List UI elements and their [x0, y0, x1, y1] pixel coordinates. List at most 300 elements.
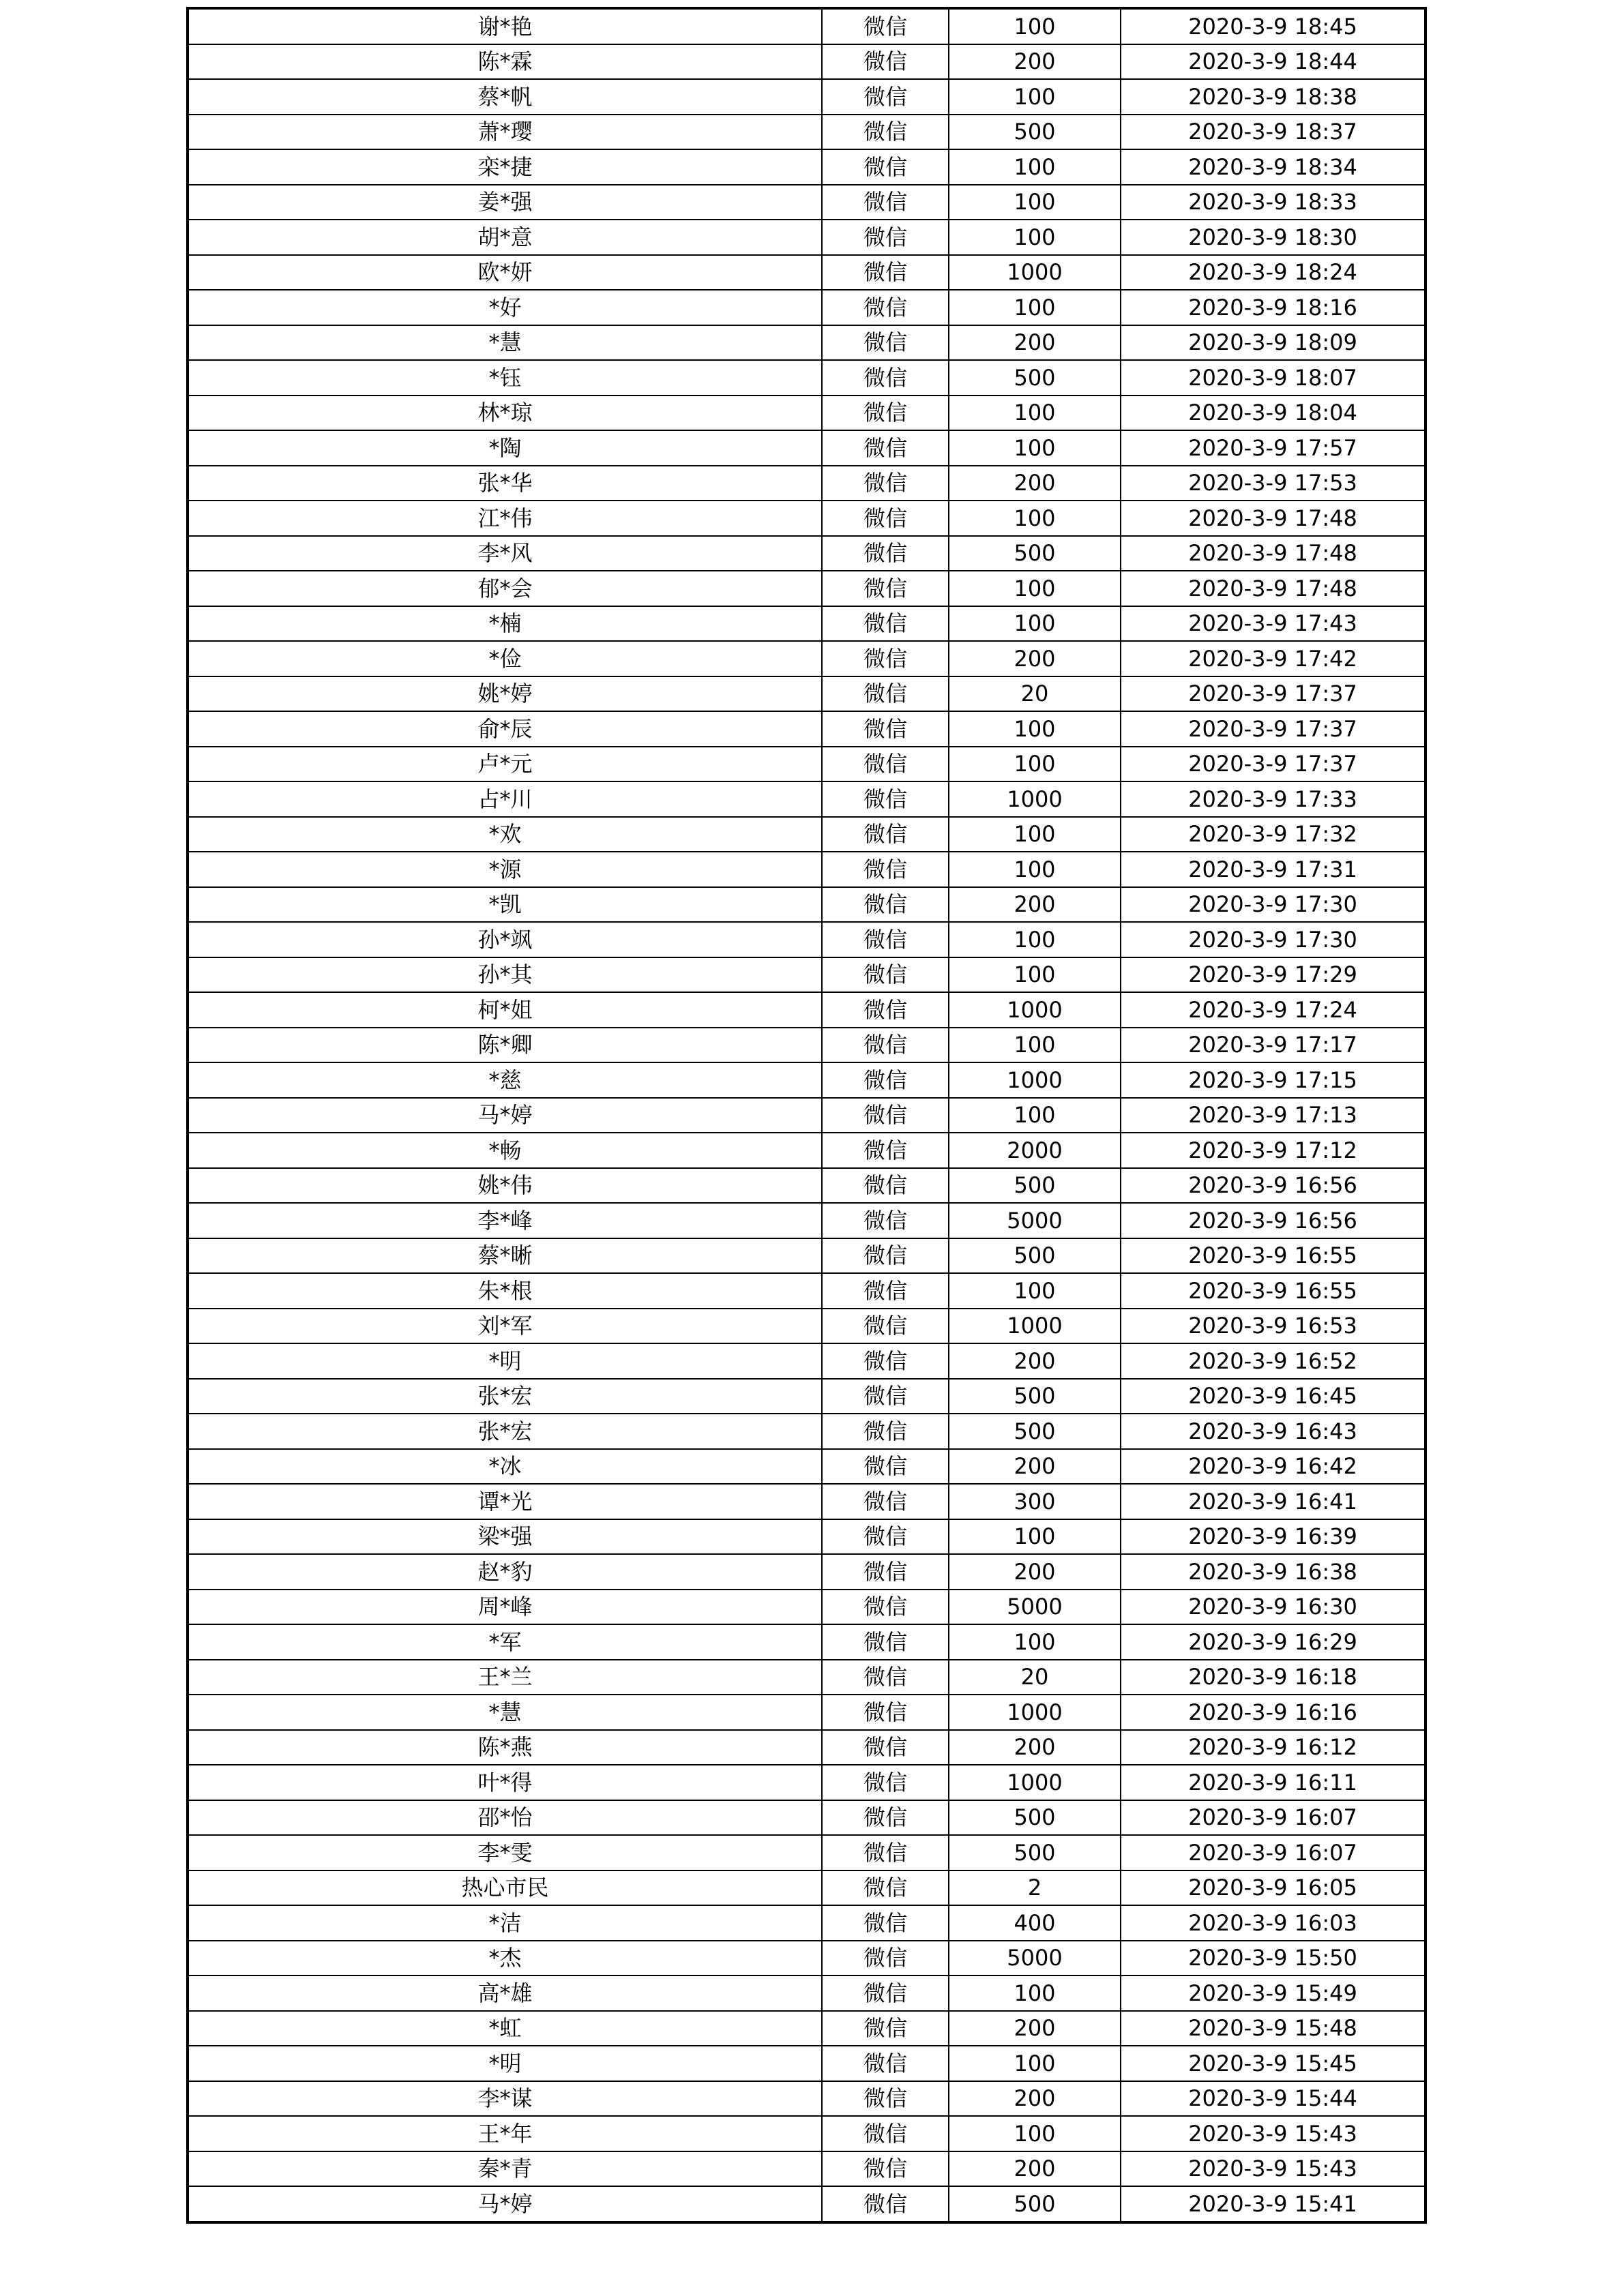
table-row: [188, 1203, 1426, 1238]
amount-cell: 1000: [949, 1765, 1121, 1800]
amount-cell: 100: [949, 290, 1121, 325]
table-row: [188, 1870, 1426, 1906]
table-row: [188, 1730, 1426, 1765]
table-row: [188, 1098, 1426, 1133]
table-row: [188, 220, 1426, 255]
amount-cell: 5000: [949, 1590, 1121, 1625]
amount-cell: 200: [949, 466, 1121, 501]
amount-cell: 500: [949, 2186, 1121, 2222]
table-row: [188, 957, 1426, 993]
amount-cell: 100: [949, 79, 1121, 115]
amount-cell: 1000: [949, 1062, 1121, 1098]
payment-channel-cell: 微信: [822, 1414, 949, 1449]
timestamp-cell: 2020-3-9 16:53: [1121, 1309, 1426, 1344]
timestamp-cell: 2020-3-9 15:41: [1121, 2186, 1426, 2222]
payment-channel-cell: 微信: [822, 115, 949, 150]
amount-cell: 200: [949, 1554, 1121, 1590]
payment-channel-cell: 微信: [822, 1976, 949, 2011]
table-row: [188, 536, 1426, 571]
payment-channel-cell: 微信: [822, 711, 949, 747]
timestamp-cell: 2020-3-9 17:24: [1121, 992, 1426, 1028]
table-row: [188, 2081, 1426, 2117]
amount-cell: 1000: [949, 1695, 1121, 1730]
amount-cell: 500: [949, 1414, 1121, 1449]
payment-channel-cell: 微信: [822, 1905, 949, 1941]
amount-cell: 500: [949, 536, 1121, 571]
table-row: [188, 571, 1426, 606]
donor-name-cell: *陶: [188, 430, 822, 466]
donor-name-cell: 胡*意: [188, 220, 822, 255]
table-row: [188, 2186, 1426, 2222]
timestamp-cell: 2020-3-9 17:32: [1121, 817, 1426, 852]
timestamp-cell: 2020-3-9 17:33: [1121, 781, 1426, 817]
payment-channel-cell: 微信: [822, 1870, 949, 1906]
table-row: [188, 115, 1426, 150]
timestamp-cell: 2020-3-9 15:45: [1121, 2046, 1426, 2081]
amount-cell: 2: [949, 1870, 1121, 1906]
timestamp-cell: 2020-3-9 15:43: [1121, 2151, 1426, 2187]
donor-name-cell: *杰: [188, 1941, 822, 1976]
table-row: [188, 1449, 1426, 1485]
timestamp-cell: 2020-3-9 18:38: [1121, 79, 1426, 115]
donor-name-cell: 蔡*晰: [188, 1238, 822, 1274]
payment-channel-cell: 微信: [822, 1062, 949, 1098]
amount-cell: 100: [949, 606, 1121, 642]
donor-name-cell: 卢*元: [188, 747, 822, 782]
amount-cell: 1000: [949, 781, 1121, 817]
timestamp-cell: 2020-3-9 17:37: [1121, 676, 1426, 712]
timestamp-cell: 2020-3-9 16:39: [1121, 1519, 1426, 1555]
table-row: [188, 185, 1426, 220]
donor-name-cell: 张*宏: [188, 1379, 822, 1414]
donor-name-cell: *畅: [188, 1133, 822, 1168]
timestamp-cell: 2020-3-9 17:48: [1121, 536, 1426, 571]
payment-channel-cell: 微信: [822, 1273, 949, 1309]
table-row: [188, 1660, 1426, 1695]
payment-channel-cell: 微信: [822, 290, 949, 325]
table-row: [188, 1765, 1426, 1800]
timestamp-cell: 2020-3-9 17:12: [1121, 1133, 1426, 1168]
table-row: [188, 852, 1426, 887]
timestamp-cell: 2020-3-9 16:55: [1121, 1238, 1426, 1274]
payment-channel-cell: 微信: [822, 325, 949, 361]
payment-channel-cell: 微信: [822, 2186, 949, 2222]
timestamp-cell: 2020-3-9 17:29: [1121, 957, 1426, 993]
table-row: [188, 79, 1426, 115]
timestamp-cell: 2020-3-9 15:49: [1121, 1976, 1426, 2011]
payment-channel-cell: 微信: [822, 1590, 949, 1625]
table-row: [188, 501, 1426, 536]
donor-name-cell: 陈*燕: [188, 1730, 822, 1765]
table-row: [188, 149, 1426, 185]
amount-cell: 2000: [949, 1133, 1121, 1168]
payment-channel-cell: 微信: [822, 149, 949, 185]
payment-channel-cell: 微信: [822, 992, 949, 1028]
amount-cell: 100: [949, 396, 1121, 431]
donor-name-cell: 谭*光: [188, 1484, 822, 1519]
donor-name-cell: 秦*青: [188, 2151, 822, 2187]
timestamp-cell: 2020-3-9 18:09: [1121, 325, 1426, 361]
amount-cell: 200: [949, 1449, 1121, 1485]
donor-name-cell: 栾*捷: [188, 149, 822, 185]
table-row: [188, 1695, 1426, 1730]
timestamp-cell: 2020-3-9 17:42: [1121, 641, 1426, 676]
table-row: [188, 466, 1426, 501]
table-row: [188, 1168, 1426, 1204]
table-row: [188, 747, 1426, 782]
amount-cell: 100: [949, 747, 1121, 782]
table-row: [188, 1519, 1426, 1555]
table-row: [188, 44, 1426, 80]
table-row: [188, 1309, 1426, 1344]
payment-channel-cell: 微信: [822, 1203, 949, 1238]
payment-channel-cell: 微信: [822, 501, 949, 536]
table-row: [188, 1238, 1426, 1274]
table-row: [188, 1800, 1426, 1836]
table-row: [188, 1379, 1426, 1414]
donor-name-cell: 孙*其: [188, 957, 822, 993]
timestamp-cell: 2020-3-9 17:15: [1121, 1062, 1426, 1098]
table-row: [188, 1905, 1426, 1941]
amount-cell: 500: [949, 360, 1121, 396]
amount-cell: 200: [949, 2151, 1121, 2187]
table-row: [188, 1343, 1426, 1379]
payment-channel-cell: 微信: [822, 957, 949, 993]
timestamp-cell: 2020-3-9 18:45: [1121, 8, 1426, 44]
amount-cell: 500: [949, 1835, 1121, 1870]
amount-cell: 100: [949, 711, 1121, 747]
timestamp-cell: 2020-3-9 16:05: [1121, 1870, 1426, 1906]
amount-cell: 500: [949, 1238, 1121, 1274]
timestamp-cell: 2020-3-9 18:24: [1121, 255, 1426, 290]
payment-channel-cell: 微信: [822, 852, 949, 887]
table-row: [188, 1062, 1426, 1098]
table-row: [188, 2011, 1426, 2046]
timestamp-cell: 2020-3-9 17:13: [1121, 1098, 1426, 1133]
donor-name-cell: *钰: [188, 360, 822, 396]
timestamp-cell: 2020-3-9 18:16: [1121, 290, 1426, 325]
table-row: [188, 1133, 1426, 1168]
payment-channel-cell: 微信: [822, 1098, 949, 1133]
amount-cell: 200: [949, 325, 1121, 361]
timestamp-cell: 2020-3-9 16:41: [1121, 1484, 1426, 1519]
table-row: [188, 255, 1426, 290]
payment-channel-cell: 微信: [822, 2046, 949, 2081]
timestamp-cell: 2020-3-9 18:04: [1121, 396, 1426, 431]
timestamp-cell: 2020-3-9 16:56: [1121, 1168, 1426, 1204]
payment-channel-cell: 微信: [822, 641, 949, 676]
amount-cell: 100: [949, 1098, 1121, 1133]
donor-name-cell: 李*风: [188, 536, 822, 571]
donor-name-cell: 俞*辰: [188, 711, 822, 747]
payment-channel-cell: 微信: [822, 1554, 949, 1590]
donor-name-cell: *冰: [188, 1449, 822, 1485]
payment-channel-cell: 微信: [822, 255, 949, 290]
timestamp-cell: 2020-3-9 16:11: [1121, 1765, 1426, 1800]
table-row: [188, 1835, 1426, 1870]
donor-name-cell: *洁: [188, 1905, 822, 1941]
amount-cell: 100: [949, 1624, 1121, 1660]
donation-table: [186, 7, 1427, 2224]
timestamp-cell: 2020-3-9 15:50: [1121, 1941, 1426, 1976]
donor-name-cell: 蔡*帆: [188, 79, 822, 115]
amount-cell: 100: [949, 185, 1121, 220]
timestamp-cell: 2020-3-9 18:34: [1121, 149, 1426, 185]
payment-channel-cell: 微信: [822, 1484, 949, 1519]
timestamp-cell: 2020-3-9 15:44: [1121, 2081, 1426, 2117]
donor-name-cell: 柯*姐: [188, 992, 822, 1028]
payment-channel-cell: 微信: [822, 817, 949, 852]
payment-channel-cell: 微信: [822, 1238, 949, 1274]
donor-name-cell: 占*川: [188, 781, 822, 817]
amount-cell: 100: [949, 2046, 1121, 2081]
amount-cell: 100: [949, 1519, 1121, 1555]
timestamp-cell: 2020-3-9 16:03: [1121, 1905, 1426, 1941]
timestamp-cell: 2020-3-9 16:55: [1121, 1273, 1426, 1309]
table-row: [188, 781, 1426, 817]
donor-name-cell: *慈: [188, 1062, 822, 1098]
payment-channel-cell: 微信: [822, 606, 949, 642]
amount-cell: 5000: [949, 1203, 1121, 1238]
amount-cell: 200: [949, 641, 1121, 676]
donor-name-cell: 邵*怡: [188, 1800, 822, 1836]
payment-channel-cell: 微信: [822, 747, 949, 782]
donor-name-cell: 热心市民: [188, 1870, 822, 1906]
timestamp-cell: 2020-3-9 18:33: [1121, 185, 1426, 220]
amount-cell: 1000: [949, 255, 1121, 290]
table-row: [188, 887, 1426, 923]
timestamp-cell: 2020-3-9 17:48: [1121, 501, 1426, 536]
amount-cell: 100: [949, 1028, 1121, 1063]
timestamp-cell: 2020-3-9 17:57: [1121, 430, 1426, 466]
payment-channel-cell: 微信: [822, 2081, 949, 2117]
payment-channel-cell: 微信: [822, 1730, 949, 1765]
amount-cell: 100: [949, 852, 1121, 887]
payment-channel-cell: 微信: [822, 79, 949, 115]
donor-name-cell: *好: [188, 290, 822, 325]
payment-channel-cell: 微信: [822, 2116, 949, 2151]
amount-cell: 100: [949, 501, 1121, 536]
donor-name-cell: *军: [188, 1624, 822, 1660]
table-row: [188, 430, 1426, 466]
donor-name-cell: *虹: [188, 2011, 822, 2046]
donor-name-cell: *欢: [188, 817, 822, 852]
payment-channel-cell: 微信: [822, 1765, 949, 1800]
donor-name-cell: 姚*伟: [188, 1168, 822, 1204]
timestamp-cell: 2020-3-9 16:43: [1121, 1414, 1426, 1449]
timestamp-cell: 2020-3-9 15:43: [1121, 2116, 1426, 2151]
donor-name-cell: 姚*婷: [188, 676, 822, 712]
donor-name-cell: 林*琼: [188, 396, 822, 431]
timestamp-cell: 2020-3-9 16:16: [1121, 1695, 1426, 1730]
amount-cell: 200: [949, 1343, 1121, 1379]
timestamp-cell: 2020-3-9 17:37: [1121, 711, 1426, 747]
timestamp-cell: 2020-3-9 16:07: [1121, 1800, 1426, 1836]
payment-channel-cell: 微信: [822, 430, 949, 466]
timestamp-cell: 2020-3-9 16:38: [1121, 1554, 1426, 1590]
table-row: [188, 325, 1426, 361]
amount-cell: 100: [949, 2116, 1121, 2151]
amount-cell: 500: [949, 1168, 1121, 1204]
payment-channel-cell: 微信: [822, 2151, 949, 2187]
amount-cell: 1000: [949, 992, 1121, 1028]
table-row: [188, 676, 1426, 712]
timestamp-cell: 2020-3-9 16:56: [1121, 1203, 1426, 1238]
payment-channel-cell: 微信: [822, 922, 949, 957]
donation-table-body: [188, 8, 1426, 2222]
timestamp-cell: 2020-3-9 17:43: [1121, 606, 1426, 642]
table-row: [188, 606, 1426, 642]
table-row: [188, 1624, 1426, 1660]
timestamp-cell: 2020-3-9 17:37: [1121, 747, 1426, 782]
timestamp-cell: 2020-3-9 16:42: [1121, 1449, 1426, 1485]
donor-name-cell: 姜*强: [188, 185, 822, 220]
amount-cell: 300: [949, 1484, 1121, 1519]
timestamp-cell: 2020-3-9 16:18: [1121, 1660, 1426, 1695]
amount-cell: 400: [949, 1905, 1121, 1941]
timestamp-cell: 2020-3-9 16:29: [1121, 1624, 1426, 1660]
payment-channel-cell: 微信: [822, 1695, 949, 1730]
donor-name-cell: *慧: [188, 1695, 822, 1730]
payment-channel-cell: 微信: [822, 8, 949, 44]
payment-channel-cell: 微信: [822, 220, 949, 255]
donor-name-cell: 马*婷: [188, 1098, 822, 1133]
payment-channel-cell: 微信: [822, 676, 949, 712]
timestamp-cell: 2020-3-9 18:44: [1121, 44, 1426, 80]
table-row: [188, 1484, 1426, 1519]
amount-cell: 5000: [949, 1941, 1121, 1976]
payment-channel-cell: 微信: [822, 536, 949, 571]
payment-channel-cell: 微信: [822, 2011, 949, 2046]
timestamp-cell: 2020-3-9 16:07: [1121, 1835, 1426, 1870]
donor-name-cell: 陈*霖: [188, 44, 822, 80]
table-row: [188, 396, 1426, 431]
donor-name-cell: 张*华: [188, 466, 822, 501]
payment-channel-cell: 微信: [822, 1624, 949, 1660]
table-row: [188, 360, 1426, 396]
payment-channel-cell: 微信: [822, 1168, 949, 1204]
amount-cell: 100: [949, 1976, 1121, 2011]
payment-channel-cell: 微信: [822, 887, 949, 923]
donor-name-cell: 梁*强: [188, 1519, 822, 1555]
donor-name-cell: *明: [188, 2046, 822, 2081]
payment-channel-cell: 微信: [822, 1941, 949, 1976]
donor-name-cell: *慧: [188, 325, 822, 361]
payment-channel-cell: 微信: [822, 1309, 949, 1344]
table-row: [188, 290, 1426, 325]
amount-cell: 100: [949, 8, 1121, 44]
timestamp-cell: 2020-3-9 18:37: [1121, 115, 1426, 150]
donor-name-cell: *俭: [188, 641, 822, 676]
payment-channel-cell: 微信: [822, 1133, 949, 1168]
donor-name-cell: 周*峰: [188, 1590, 822, 1625]
donor-name-cell: 王*年: [188, 2116, 822, 2151]
table-row: [188, 1976, 1426, 2011]
donor-name-cell: 李*谋: [188, 2081, 822, 2117]
payment-channel-cell: 微信: [822, 1343, 949, 1379]
amount-cell: 20: [949, 1660, 1121, 1695]
timestamp-cell: 2020-3-9 16:45: [1121, 1379, 1426, 1414]
timestamp-cell: 2020-3-9 17:31: [1121, 852, 1426, 887]
payment-channel-cell: 微信: [822, 1379, 949, 1414]
timestamp-cell: 2020-3-9 18:07: [1121, 360, 1426, 396]
donor-name-cell: *凯: [188, 887, 822, 923]
amount-cell: 200: [949, 2081, 1121, 2117]
timestamp-cell: 2020-3-9 18:30: [1121, 220, 1426, 255]
table-row: [188, 641, 1426, 676]
donor-name-cell: 郁*会: [188, 571, 822, 606]
donor-name-cell: 叶*得: [188, 1765, 822, 1800]
timestamp-cell: 2020-3-9 15:48: [1121, 2011, 1426, 2046]
timestamp-cell: 2020-3-9 17:17: [1121, 1028, 1426, 1063]
amount-cell: 100: [949, 430, 1121, 466]
donor-name-cell: 张*宏: [188, 1414, 822, 1449]
donor-name-cell: 马*婷: [188, 2186, 822, 2222]
table-row: [188, 1554, 1426, 1590]
table-row: [188, 2046, 1426, 2081]
amount-cell: 200: [949, 2011, 1121, 2046]
payment-channel-cell: 微信: [822, 1449, 949, 1485]
payment-channel-cell: 微信: [822, 1660, 949, 1695]
donor-name-cell: 高*雄: [188, 1976, 822, 2011]
timestamp-cell: 2020-3-9 17:48: [1121, 571, 1426, 606]
donor-name-cell: 谢*艳: [188, 8, 822, 44]
timestamp-cell: 2020-3-9 16:52: [1121, 1343, 1426, 1379]
timestamp-cell: 2020-3-9 17:30: [1121, 922, 1426, 957]
payment-channel-cell: 微信: [822, 571, 949, 606]
amount-cell: 500: [949, 1800, 1121, 1836]
timestamp-cell: 2020-3-9 16:30: [1121, 1590, 1426, 1625]
table-row: [188, 992, 1426, 1028]
donor-name-cell: 萧*璎: [188, 115, 822, 150]
amount-cell: 100: [949, 817, 1121, 852]
amount-cell: 100: [949, 220, 1121, 255]
payment-channel-cell: 微信: [822, 1519, 949, 1555]
table-row: [188, 1273, 1426, 1309]
donor-name-cell: 王*兰: [188, 1660, 822, 1695]
donor-name-cell: 赵*豹: [188, 1554, 822, 1590]
table-row: [188, 8, 1426, 44]
payment-channel-cell: 微信: [822, 466, 949, 501]
donor-name-cell: 陈*卿: [188, 1028, 822, 1063]
table-row: [188, 711, 1426, 747]
amount-cell: 200: [949, 1730, 1121, 1765]
timestamp-cell: 2020-3-9 16:12: [1121, 1730, 1426, 1765]
donor-name-cell: *源: [188, 852, 822, 887]
donor-name-cell: 朱*根: [188, 1273, 822, 1309]
donor-name-cell: 欧*妍: [188, 255, 822, 290]
payment-channel-cell: 微信: [822, 360, 949, 396]
amount-cell: 500: [949, 115, 1121, 150]
donor-name-cell: 江*伟: [188, 501, 822, 536]
timestamp-cell: 2020-3-9 17:53: [1121, 466, 1426, 501]
table-row: [188, 817, 1426, 852]
donor-name-cell: 李*峰: [188, 1203, 822, 1238]
amount-cell: 1000: [949, 1309, 1121, 1344]
donor-name-cell: 刘*军: [188, 1309, 822, 1344]
amount-cell: 200: [949, 44, 1121, 80]
payment-channel-cell: 微信: [822, 1028, 949, 1063]
table-row: [188, 1414, 1426, 1449]
timestamp-cell: 2020-3-9 17:30: [1121, 887, 1426, 923]
table-row: [188, 1028, 1426, 1063]
table-row: [188, 2116, 1426, 2151]
payment-channel-cell: 微信: [822, 185, 949, 220]
amount-cell: 100: [949, 1273, 1121, 1309]
amount-cell: 20: [949, 676, 1121, 712]
table-row: [188, 2151, 1426, 2187]
amount-cell: 100: [949, 149, 1121, 185]
